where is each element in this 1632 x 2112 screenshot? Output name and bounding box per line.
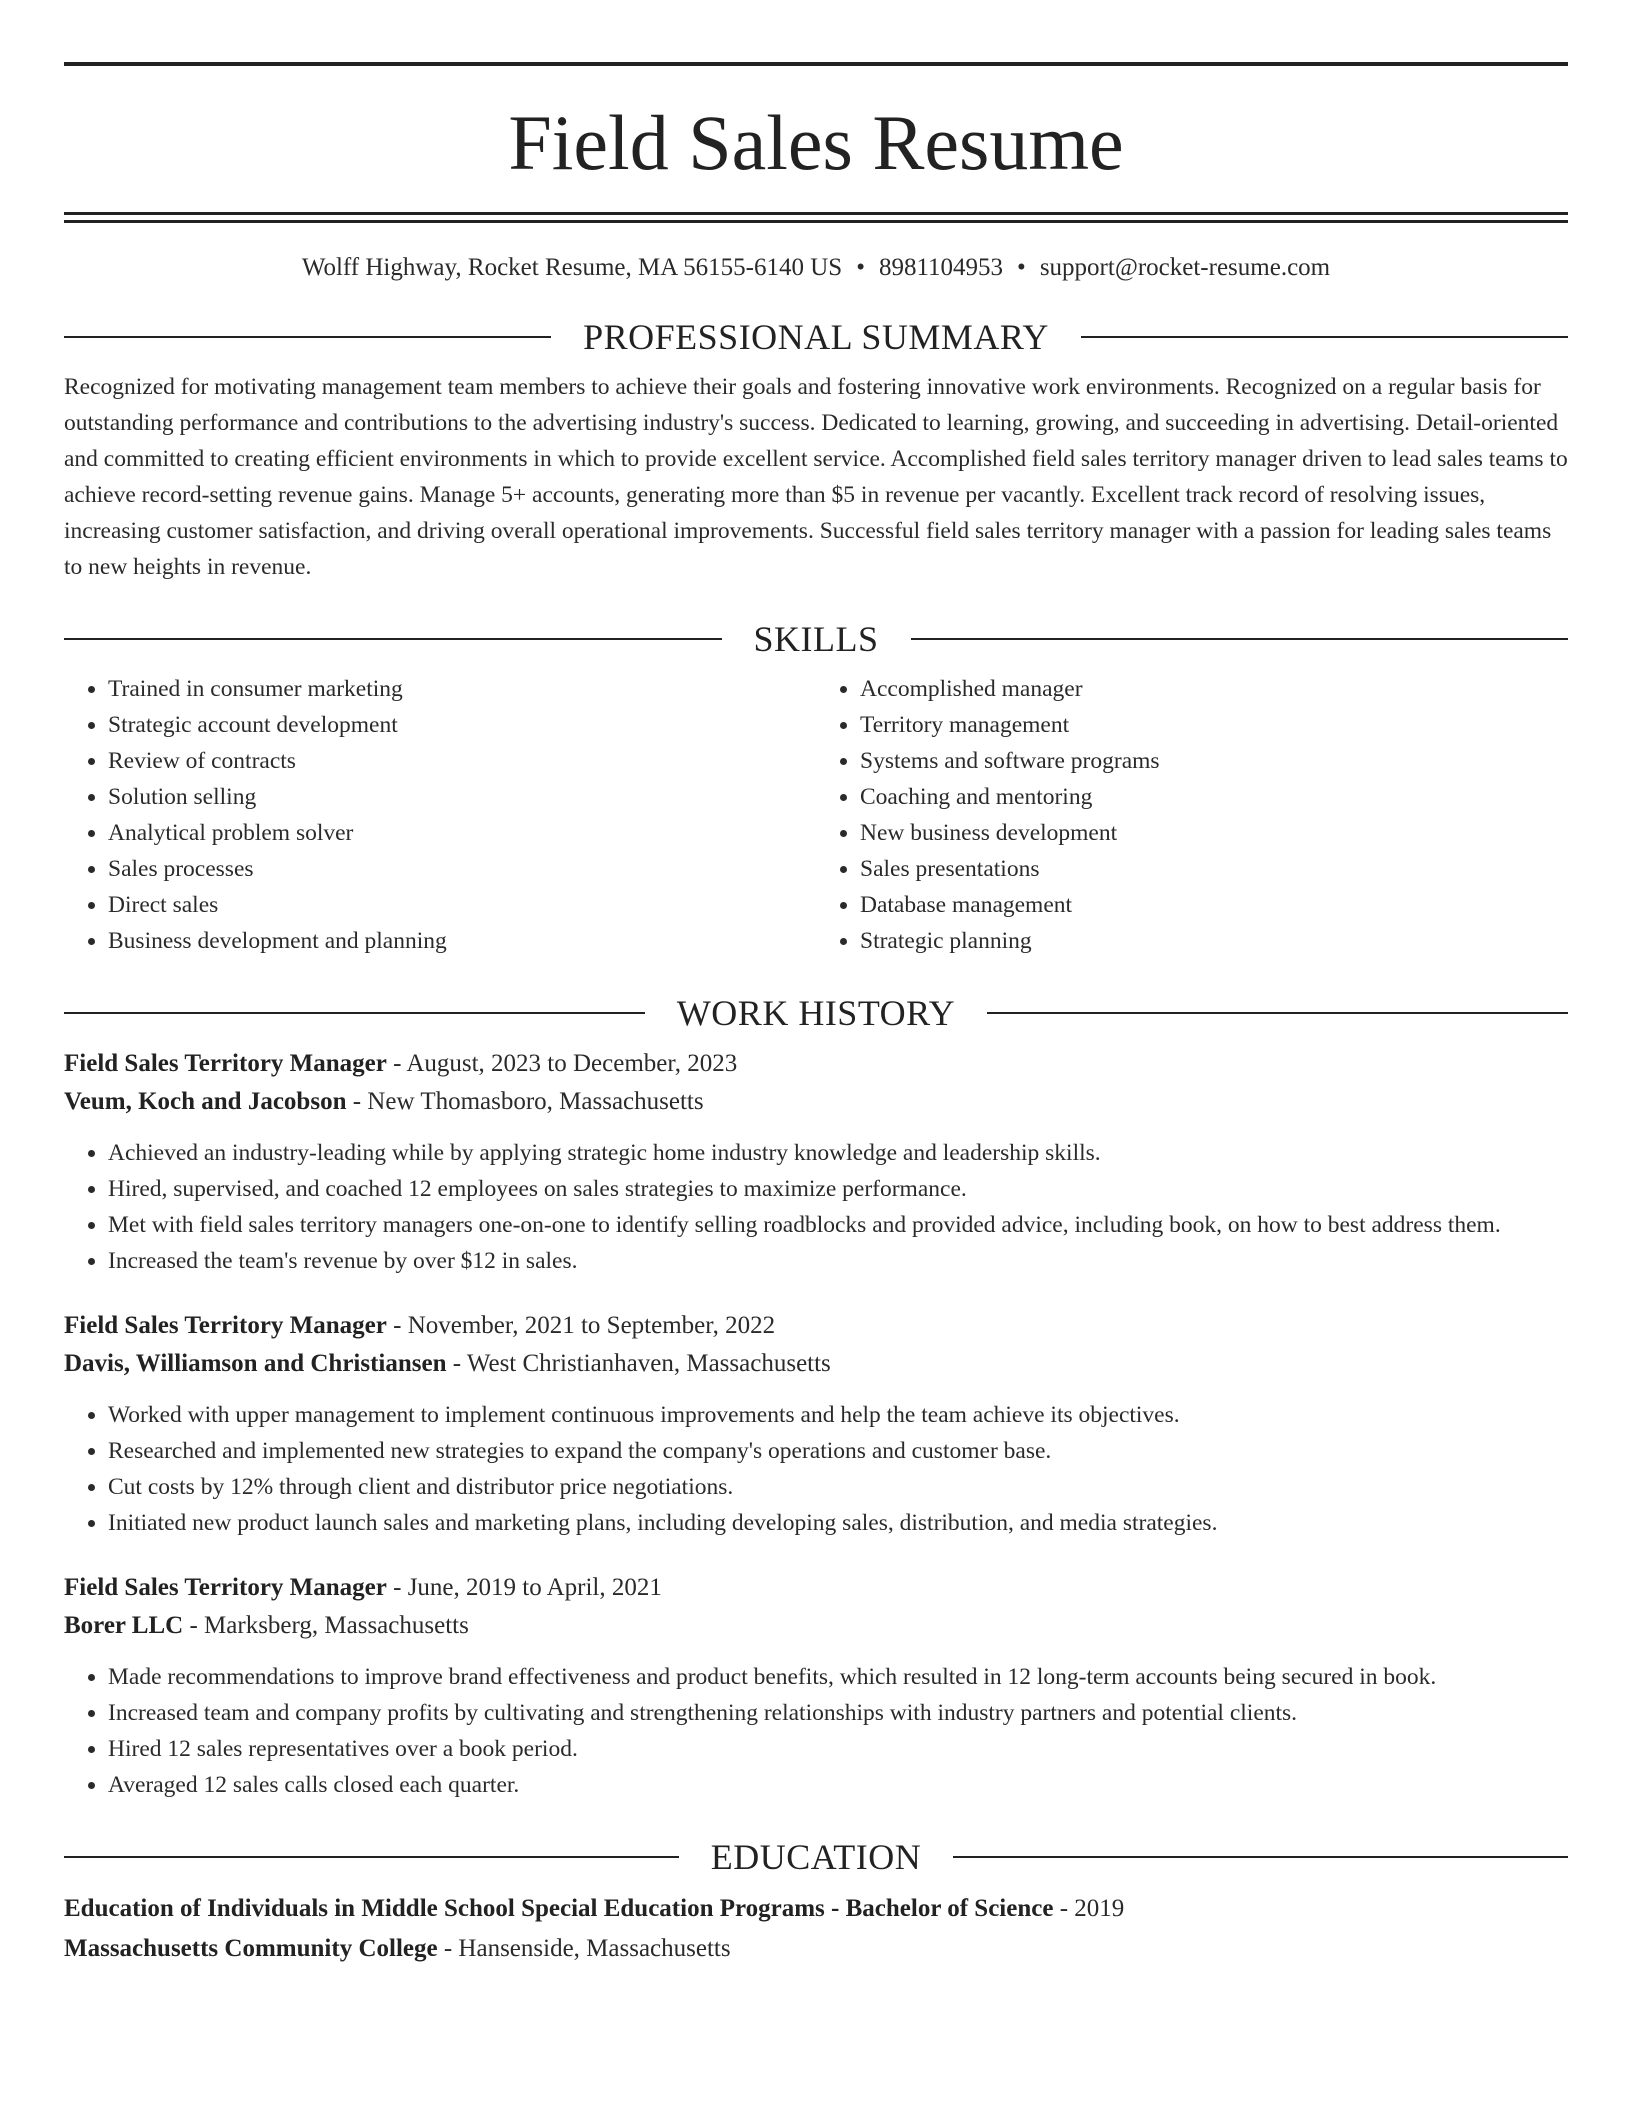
section-title: WORK HISTORY	[676, 993, 956, 1033]
education-school: Massachusetts Community College	[64, 1935, 438, 1962]
skill-item: • Analytical problem solver	[108, 815, 816, 851]
heading-rule	[987, 1012, 1568, 1014]
skills-list-right	[816, 671, 1568, 959]
heading-rule	[64, 1856, 679, 1858]
job-dates: - August, 2023 to December, 2023	[386, 1050, 738, 1077]
job-bullet: • Achieved an industry-leading while by applying strategic home industry knowledge and leadership skills.	[108, 1135, 1568, 1171]
heading-rule	[1081, 336, 1568, 338]
education-school-line	[64, 1929, 1568, 1969]
section-title: EDUCATION	[710, 1837, 922, 1877]
skill-item: • Systems and software programs	[860, 743, 1568, 779]
education-entry	[64, 1889, 1568, 1969]
job-title: Field Sales Territory Manager	[64, 1050, 387, 1077]
job-dates: - November, 2021 to September, 2022	[386, 1312, 776, 1339]
skill-item: • Trained in consumer marketing	[108, 671, 816, 707]
education-degree: Education of Individuals in Middle School Special Education Programs - Bachelor of Science	[64, 1895, 1054, 1922]
section-heading-skills	[64, 619, 1568, 659]
job-company: Borer LLC	[64, 1612, 184, 1639]
job-dates: - June, 2019 to April, 2021	[386, 1574, 662, 1601]
heading-rule	[64, 1012, 645, 1014]
job-title: Field Sales Territory Manager	[64, 1574, 387, 1601]
contact-separator: •	[1017, 254, 1026, 281]
job-location: - Marksberg, Massachusetts	[183, 1612, 469, 1639]
skill-item: • Direct sales	[108, 887, 816, 923]
title-double-rule	[64, 212, 1568, 215]
job-bullet: • Worked with upper management to implement continuous improvements and help the team achieve its objectives.	[108, 1397, 1568, 1433]
contact-separator: •	[856, 254, 865, 281]
job-title-line	[64, 1307, 1568, 1345]
job-entry	[64, 1045, 1568, 1279]
job-bullet: • Hired 12 sales representatives over a book period.	[108, 1731, 1568, 1767]
heading-rule	[64, 336, 551, 338]
education-location: - Hansenside, Massachusetts	[437, 1935, 731, 1962]
job-bullets	[64, 1397, 1568, 1541]
job-bullet: • Initiated new product launch sales and marketing plans, including developing sales, distribution, and media strategies.	[108, 1505, 1568, 1541]
job-bullet: • Averaged 12 sales calls closed each quarter.	[108, 1767, 1568, 1803]
job-title: Field Sales Territory Manager	[64, 1312, 387, 1339]
contact-phone: 8981104953	[878, 254, 1004, 281]
job-bullet: • Hired, supervised, and coached 12 employees on sales strategies to maximize performance.	[108, 1171, 1568, 1207]
job-title-line	[64, 1045, 1568, 1083]
job-company: Davis, Williamson and Christiansen	[64, 1350, 447, 1377]
job-title-line	[64, 1569, 1568, 1607]
job-location: - West Christianhaven, Massachusetts	[446, 1350, 831, 1377]
skill-item: • Sales processes	[108, 851, 816, 887]
job-bullet: • Researched and implemented new strategies to expand the company's operations and customer base.	[108, 1433, 1568, 1469]
heading-rule	[953, 1856, 1568, 1858]
skills-columns	[64, 671, 1568, 959]
heading-rule	[911, 638, 1569, 640]
job-bullet: • Increased team and company profits by cultivating and strengthening relationships with industry partners and potential clients.	[108, 1695, 1568, 1731]
section-heading-work	[64, 993, 1568, 1033]
contact-address: Wolff Highway, Rocket Resume, MA 56155-6140 US	[301, 254, 843, 281]
section-heading-summary	[64, 317, 1568, 357]
skill-item: • Strategic planning	[860, 923, 1568, 959]
job-location: - New Thomasboro, Massachusetts	[346, 1088, 704, 1115]
education-year: - 2019	[1053, 1895, 1125, 1922]
skill-item: • Sales presentations	[860, 851, 1568, 887]
contact-line	[64, 253, 1568, 283]
skill-item: • Territory management	[860, 707, 1568, 743]
skill-item: • Review of contracts	[108, 743, 816, 779]
job-entry	[64, 1307, 1568, 1541]
skill-item: • Strategic account development	[108, 707, 816, 743]
job-bullet: • Met with field sales territory managers one-on-one to identify selling roadblocks and provided advice, including book, on how to best address them.	[108, 1207, 1568, 1243]
job-company-line	[64, 1607, 1568, 1645]
job-bullet: • Cut costs by 12% through client and distributor price negotiations.	[108, 1469, 1568, 1505]
job-entry	[64, 1569, 1568, 1803]
section-heading-education	[64, 1837, 1568, 1877]
skill-item: • Database management	[860, 887, 1568, 923]
job-company-line	[64, 1083, 1568, 1121]
skill-item: • Accomplished manager	[860, 671, 1568, 707]
job-company: Veum, Koch and Jacobson	[64, 1088, 347, 1115]
job-bullets	[64, 1135, 1568, 1279]
job-bullet: • Made recommendations to improve brand effectiveness and product benefits, which resulted in 12 long-term accounts being secured in book.	[108, 1659, 1568, 1695]
education-degree-line	[64, 1889, 1568, 1929]
skill-item: • New business development	[860, 815, 1568, 851]
skill-item: • Coaching and mentoring	[860, 779, 1568, 815]
resume-title: Field Sales Resume	[508, 99, 1124, 186]
skill-item: • Solution selling	[108, 779, 816, 815]
heading-rule	[64, 638, 722, 640]
section-title: SKILLS	[753, 619, 879, 659]
job-bullets	[64, 1659, 1568, 1803]
skills-list-left	[64, 671, 816, 959]
contact-email: support@rocket-resume.com	[1039, 254, 1331, 281]
skill-item: • Business development and planning	[108, 923, 816, 959]
summary-paragraph: Recognized for motivating management team members to achieve their goals and fostering innovative work environments. Recognized on a regular basis for outstanding performance and contributions to the advertising industry's success. Dedicated to learning, growing, and succeeding in advertising. Detail-oriented and committed to creating efficient environments in which to provide excellent service. Accomplished field sales territory manager driven to lead sales teams to achieve record-setting revenue gains. Manage 5+ accounts, generating more than $5 in revenue per vacantly. Excellent track record of resolving issues, increasing customer satisfaction, and driving overall operational improvements. Successful field sales territory manager with a passion for leading sales teams to new heights in revenue.	[64, 374, 1568, 580]
top-rule	[64, 62, 1568, 66]
job-company-line	[64, 1345, 1568, 1383]
section-title: PROFESSIONAL SUMMARY	[583, 317, 1049, 357]
job-bullet: • Increased the team's revenue by over $12 in sales.	[108, 1243, 1568, 1279]
